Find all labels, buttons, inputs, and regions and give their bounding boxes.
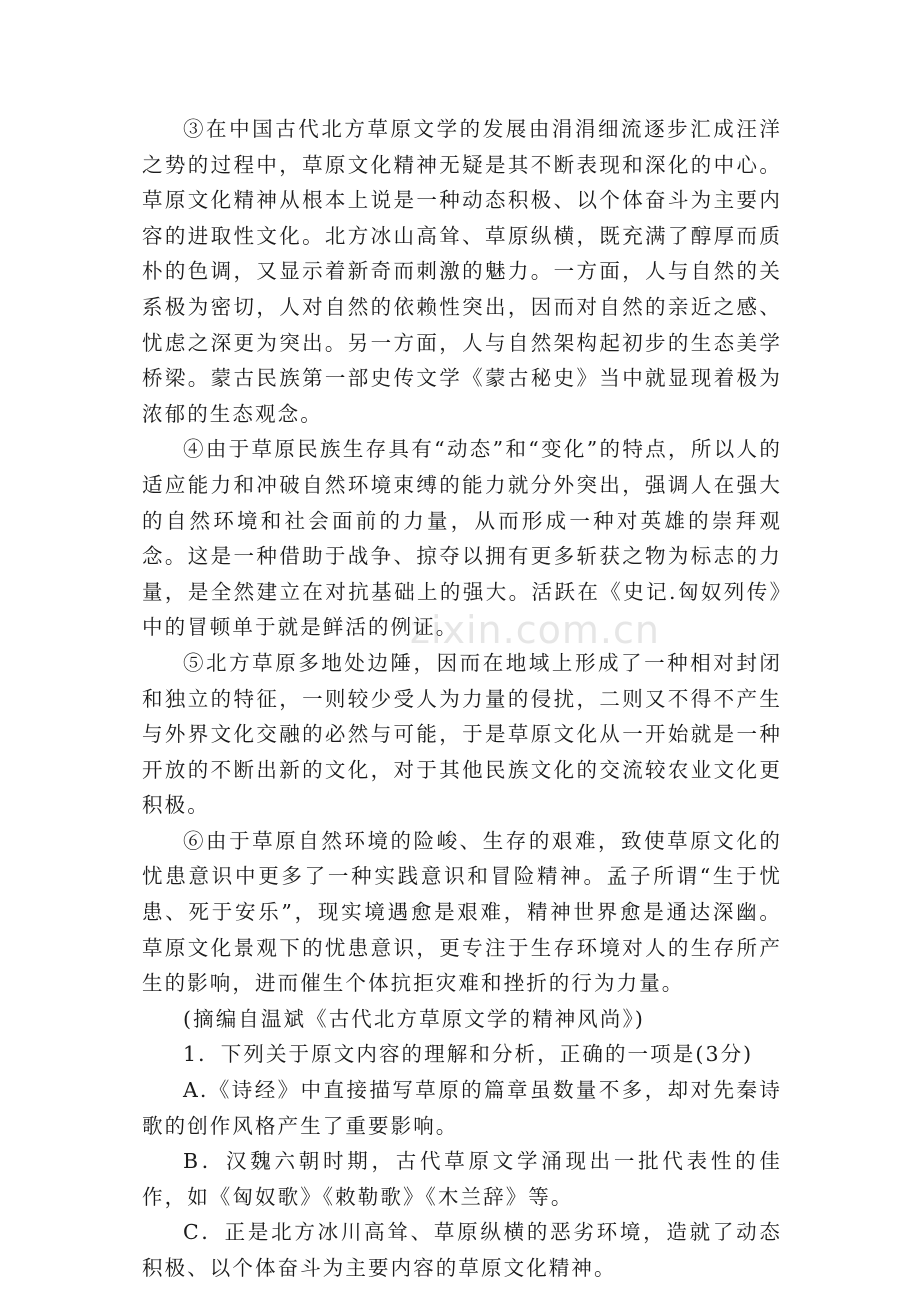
source-citation: (摘编自温斌《古代北方草原文学的精神风尚》) <box>183 1006 645 1031</box>
question-1-stem: 1．下列关于原文内容的理解和分析，正确的一项是(3分) <box>183 1042 754 1067</box>
paragraph-5: ⑤北方草原多地处边陲，因而在地域上形成了一种相对封闭和独立的特征，一则较少受人为力量的侵扰，二则又不得不产生与外界文化交融的必然与可能，于是草原文化从一开始就是一种开放的不断出新的文化，对于其他民族文化的交流较农业文化更积极。 <box>142 650 782 818</box>
paragraph-6: ⑥由于草原自然环境的险峻、生存的艰难，致使草原文化的忧患意识中更多了一种实践意识和冒险精神。孟子所谓“生于忧患、死于安乐”，现实境遇愈是艰难，精神世界愈是通达深幽。草原文化景观下的忧患意识，更专注于生存环境对人的生存所产生的影响，进而催生个体抗拒灾难和挫折的行为力量。 <box>142 828 782 996</box>
option-b: B．汉魏六朝时期，古代草原文学涌现出一批代表性的佳作，如《匈奴歌》《敕勒歌》《木兰辞》等。 <box>142 1149 782 1209</box>
option-c: C．正是北方冰川高耸、草原纵横的恶劣环境，造就了动态积极、以个体奋斗为主要内容的草原文化精神。 <box>142 1220 782 1280</box>
document-body <box>142 112 782 1287</box>
paragraph-4: ④由于草原民族生存具有“动态”和“变化”的特点，所以人的适应能力和冲破自然环境束缚的能力就分外突出，强调人在强大的自然环境和社会面前的力量，从而形成一种对英雄的崇拜观念。这是一种借助于战争、掠夺以拥有更多斩获之物为标志的力量，是全然建立在对抗基础上的强大。活跃在《史记.匈奴列传》中的冒顿单于就是鲜活的例证。 <box>142 437 782 640</box>
paragraph-3: ③在中国古代北方草原文学的发展由涓涓细流逐步汇成汪洋之势的过程中，草原文化精神无疑是其不断表现和深化的中心。草原文化精神从根本上说是一种动态积极、以个体奋斗为主要内容的进取性文化。北方冰山高耸、草原纵横，既充满了醇厚而质朴的色调，又显示着新奇而刺激的魅力。一方面，人与自然的关系极为密切，人对自然的依赖性突出，因而对自然的亲近之感、忧虑之深更为突出。另一方面，人与自然架构起初步的生态美学桥梁。蒙古民族第一部史传文学《蒙古秘史》当中就显现着极为浓郁的生态观念。 <box>142 117 782 426</box>
option-a: A.《诗经》中直接描写草原的篇章虽数量不多，却对先秦诗歌的创作风格产生了重要影响。 <box>142 1078 782 1138</box>
watermark: zixin.com.cn <box>410 608 660 652</box>
